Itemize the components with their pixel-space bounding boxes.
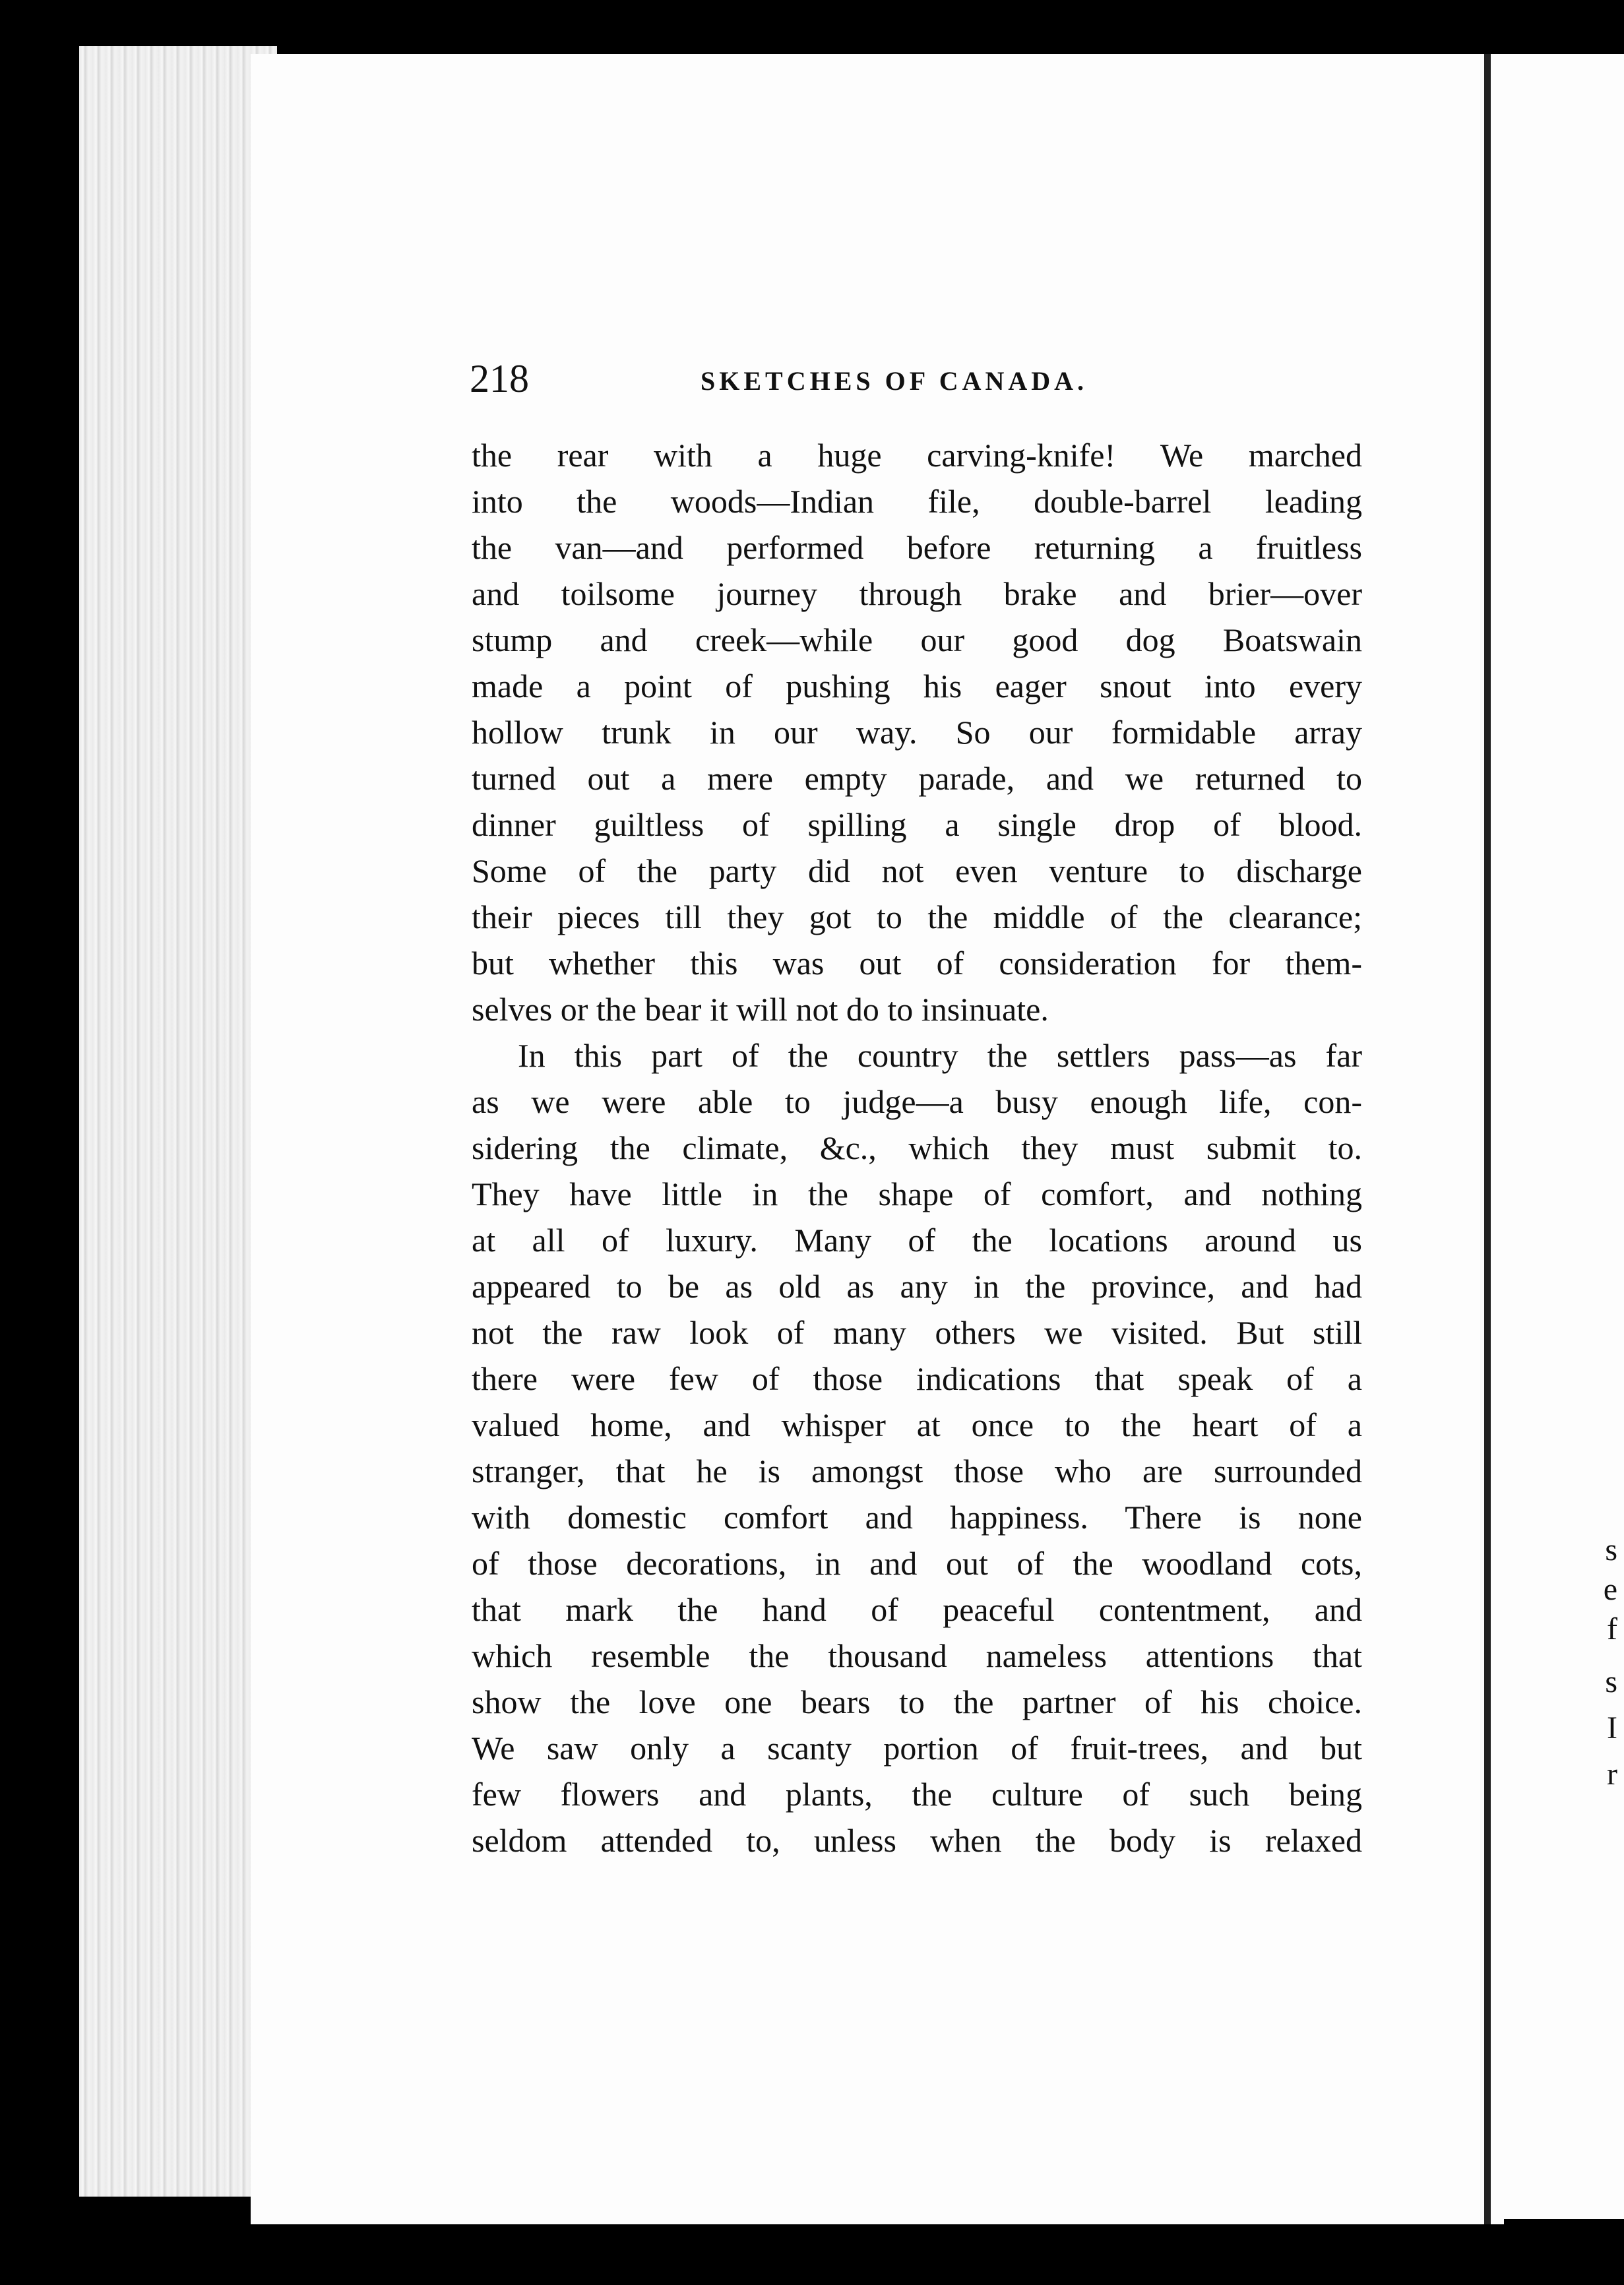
- text-line: dinner guiltless of spilling a single drop of blood.: [472, 806, 1362, 843]
- text-line: with domestic comfort and happiness. There is none: [472, 1499, 1362, 1536]
- text-line: the van—and performed before returning a fruitless: [472, 529, 1362, 566]
- text-line: which resemble the thousand nameless attentions that: [472, 1637, 1362, 1674]
- text-line: valued home, and whisper at once to the heart of a: [472, 1406, 1362, 1443]
- text-line: stump and creek—while our good dog Boatswain: [472, 621, 1362, 658]
- facing-page-glyph: f: [1607, 1612, 1617, 1646]
- paragraph-2: [472, 1032, 1362, 1863]
- text-line: turned out a mere empty parade, and we returned to: [472, 760, 1362, 797]
- book-gutter: [1484, 54, 1491, 2224]
- facing-page-glyph: s: [1605, 1664, 1617, 1699]
- facing-page-glyph: r: [1607, 1757, 1617, 1792]
- text-line: but whether this was out of consideration for them-: [472, 945, 1362, 982]
- text-line: their pieces till they got to the middle of the clearance;: [472, 898, 1362, 935]
- page-edges: [79, 46, 277, 2197]
- text-line: stranger, that he is amongst those who are surrounded: [472, 1453, 1362, 1489]
- running-head: [470, 356, 1367, 409]
- text-line: show the love one bears to the partner of his choice.: [472, 1683, 1362, 1720]
- text-line: of those decorations, in and out of the woodland cots,: [472, 1545, 1362, 1582]
- facing-page-glyph: s: [1605, 1532, 1617, 1567]
- text-line: sidering the climate, &c., which they must submit to.: [472, 1129, 1362, 1166]
- text-line: hollow trunk in our way. So our formidable array: [472, 714, 1362, 751]
- text-line: In this part of the country the settlers pass—as far: [518, 1037, 1362, 1074]
- text-line: made a point of pushing his eager snout into every: [472, 668, 1362, 704]
- paragraph-1: [472, 432, 1362, 1032]
- text-line: the rear with a huge carving-knife! We marched: [472, 437, 1362, 474]
- text-line: there were few of those indications that speak of a: [472, 1360, 1362, 1397]
- text-line: and toilsome journey through brake and brier—over: [472, 575, 1362, 612]
- text-line: They have little in the shape of comfort, and nothing: [472, 1175, 1362, 1212]
- body-text: [472, 432, 1362, 1863]
- text-line: Some of the party did not even venture to discharge: [472, 852, 1362, 889]
- text-line: seldom attended to, unless when the body is relaxed: [472, 1822, 1362, 1859]
- text-line: few flowers and plants, the culture of such being: [472, 1776, 1362, 1813]
- text-line: not the raw look of many others we visited. But still: [472, 1314, 1362, 1351]
- text-line: as we were able to judge—a busy enough life, con-: [472, 1083, 1362, 1120]
- facing-page-glyph: e: [1603, 1572, 1617, 1607]
- text-line: appeared to be as old as any in the province, and had: [472, 1268, 1362, 1305]
- text-line: We saw only a scanty portion of fruit-trees, and but: [472, 1730, 1362, 1767]
- text-line: that mark the hand of peaceful contentment, and: [472, 1591, 1362, 1628]
- text-line: selves or the bear it will not do to insinuate.: [472, 991, 1049, 1028]
- facing-page-fragment: [1494, 54, 1624, 2219]
- running-title: SKETCHES OF CANADA.: [701, 366, 1088, 396]
- text-line: at all of luxury. Many of the locations around us: [472, 1222, 1362, 1259]
- text-line: into the woods—Indian file, double-barrel leading: [472, 483, 1362, 520]
- facing-page-glyph: I: [1607, 1710, 1617, 1745]
- page-number: 218: [470, 357, 529, 400]
